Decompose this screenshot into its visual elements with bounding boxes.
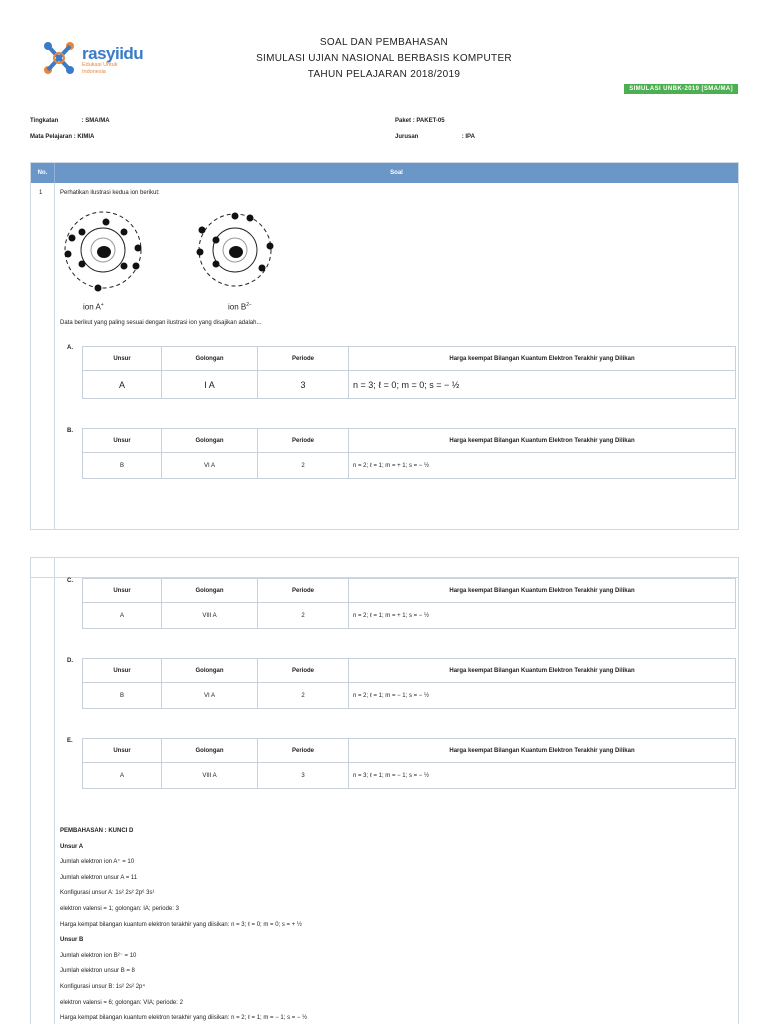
meta-jurusan bbox=[395, 134, 475, 140]
option-d-label[interactable]: D. bbox=[67, 658, 73, 664]
col-golongan: Golongan bbox=[162, 739, 258, 763]
tingkatan-label: Tingkatan bbox=[30, 118, 59, 124]
jurusan-label: Jurusan bbox=[395, 134, 419, 140]
explanation-b-line2: Jumlah elektron unsur B = 8 bbox=[60, 968, 135, 975]
header-year: TAHUN PELAJARAN 2018/2019 bbox=[307, 69, 461, 80]
meta-tingkatan bbox=[30, 118, 110, 124]
cell-golongan: VIII A bbox=[162, 763, 258, 789]
explanation-b-line3: Konfigurasi unsur B: 1s² 2s² 2p⁴ bbox=[60, 983, 145, 990]
cell-periode: 2 bbox=[258, 453, 349, 479]
cell-kuantum: n = 3; ℓ = 1; m = − 1; s = − ½ bbox=[349, 763, 736, 789]
explanation-a-line4: elektron valensi = 1; golongan: IA; periode: 3 bbox=[60, 905, 179, 912]
ion-b-charge: 2− bbox=[246, 302, 252, 308]
explanation-b-line4: elektron valensi = 6; golongan: VIA; periode: 2 bbox=[60, 999, 183, 1006]
ion-a-illustration-icon bbox=[58, 210, 148, 300]
cell-periode: 3 bbox=[258, 763, 349, 789]
explanation-b-line1: Jumlah elektron ion B²⁻ = 10 bbox=[60, 952, 137, 959]
cell-unsur: A bbox=[83, 603, 162, 629]
header-soal: Soal bbox=[390, 170, 403, 176]
explanation-a-line3: Konfigurasi unsur A: 1s² 2s² 2p⁶ 3s¹ bbox=[60, 890, 155, 897]
mapel-value: : KIMIA bbox=[73, 134, 95, 140]
ion-a-charge: + bbox=[100, 302, 104, 308]
col-kuantum: Harga keempat Bilangan Kuantum Elektron Terakhir yang Dilikan bbox=[349, 659, 736, 683]
explanation-b-line5: Harga kempat bilangan kuantum elektron terakhir yang diisikan: n = 2; ℓ = 1; m = − 1; s = − ½ bbox=[60, 1015, 308, 1022]
document-header bbox=[0, 35, 768, 83]
col-golongan: Golongan bbox=[162, 579, 258, 603]
header-no: No. bbox=[31, 163, 55, 183]
col-unsur: Unsur bbox=[83, 659, 162, 683]
cell-golongan: I A bbox=[162, 371, 258, 399]
col-golongan: Golongan bbox=[162, 659, 258, 683]
tingkatan-value: : SMA/MA bbox=[81, 118, 110, 124]
option-a-table[interactable] bbox=[82, 346, 736, 399]
col-kuantum: Harga keempat Bilangan Kuantum Elektron Terakhir yang Dilikan bbox=[349, 579, 736, 603]
col-kuantum: Harga keempat Bilangan Kuantum Elektron Terakhir yang Dilikan bbox=[349, 429, 736, 453]
column-divider-page2 bbox=[54, 557, 55, 1024]
cell-periode: 3 bbox=[258, 371, 349, 399]
meta-paket bbox=[395, 118, 445, 124]
cell-unsur: A bbox=[83, 763, 162, 789]
explanation-title: PEMBAHASAN : KUNCI D bbox=[60, 828, 134, 834]
col-unsur: Unsur bbox=[83, 429, 162, 453]
explanation-section bbox=[60, 824, 307, 1024]
cell-periode: 2 bbox=[258, 683, 349, 709]
option-e-label[interactable]: E. bbox=[67, 738, 73, 744]
cell-golongan: VIII A bbox=[162, 603, 258, 629]
col-periode: Periode bbox=[258, 579, 349, 603]
mapel-label: Mata Pelajaran bbox=[30, 134, 73, 140]
cell-periode: 2 bbox=[258, 603, 349, 629]
cell-golongan: VI A bbox=[162, 453, 258, 479]
ion-b-text: ion B bbox=[228, 302, 247, 312]
option-e-table[interactable] bbox=[82, 738, 736, 789]
cell-kuantum: n = 3; ℓ = 0; m = 0; s = − ½ bbox=[349, 371, 736, 399]
explanation-a-line5: Harga kempat bilangan kuantum elektron terakhir yang diisikan: n = 3; ℓ = 0; m = 0; s = + ½ bbox=[60, 921, 302, 928]
col-unsur: Unsur bbox=[83, 347, 162, 371]
header-subtitle: SIMULASI UJIAN NASIONAL BERBASIS KOMPUTER bbox=[256, 53, 512, 64]
col-kuantum: Harga keempat Bilangan Kuantum Elektron Terakhir yang Dilikan bbox=[349, 347, 736, 371]
logo-tagline: Edukasi Untuk Indonesia bbox=[82, 62, 118, 75]
column-divider bbox=[54, 183, 55, 529]
ion-a-label bbox=[83, 302, 104, 312]
question-number: 1 bbox=[39, 190, 43, 196]
cell-kuantum: n = 2; ℓ = 1; m = − 1; s = − ½ bbox=[349, 683, 736, 709]
col-golongan: Golongan bbox=[162, 347, 258, 371]
meta-mapel bbox=[30, 134, 94, 140]
unsur-b-title: Unsur B bbox=[60, 937, 84, 944]
col-golongan: Golongan bbox=[162, 429, 258, 453]
paket-label: Paket bbox=[395, 118, 412, 124]
cell-unsur: A bbox=[83, 371, 162, 399]
option-c-table[interactable] bbox=[82, 578, 736, 629]
option-b-table[interactable] bbox=[82, 428, 736, 479]
logo-name: rasyiidu bbox=[82, 44, 144, 63]
unsur-a-title: Unsur A bbox=[60, 843, 84, 850]
ion-b-label bbox=[228, 302, 252, 312]
cell-kuantum: n = 2; ℓ = 1; m = + 1; s = − ½ bbox=[349, 453, 736, 479]
cell-unsur: B bbox=[83, 453, 162, 479]
jurusan-value: : IPA bbox=[461, 134, 475, 140]
table-header-row bbox=[31, 163, 738, 183]
col-periode: Periode bbox=[258, 739, 349, 763]
cell-golongan: VI A bbox=[162, 683, 258, 709]
cell-unsur: B bbox=[83, 683, 162, 709]
question-intro: Perhatikan ilustrasi kedua ion berikut: bbox=[60, 190, 160, 196]
option-a-label[interactable]: A. bbox=[67, 345, 73, 351]
option-b-label[interactable]: B. bbox=[67, 428, 73, 434]
question-prompt: Data berikut yang paling sesuai dengan ilustrasi ion yang disajikan adalah... bbox=[60, 320, 262, 326]
explanation-a-line1: Jumlah elektron ion A⁺ = 10 bbox=[60, 859, 135, 866]
paket-value: : PAKET-05 bbox=[412, 118, 445, 124]
cell-kuantum: n = 2; ℓ = 1; m = + 1; s = − ½ bbox=[349, 603, 736, 629]
col-unsur: Unsur bbox=[83, 579, 162, 603]
header-title: SOAL DAN PEMBAHASAN bbox=[319, 37, 449, 48]
simulation-badge: SIMULASI UNBK-2019 [SMA/MA] bbox=[624, 84, 738, 94]
ion-b-illustration-icon bbox=[190, 210, 280, 300]
col-periode: Periode bbox=[258, 659, 349, 683]
option-d-table[interactable] bbox=[82, 658, 736, 709]
col-kuantum: Harga keempat Bilangan Kuantum Elektron Terakhir yang Dilikan bbox=[349, 739, 736, 763]
explanation-a-line2: Jumlah elektron unsur A = 11 bbox=[60, 874, 138, 881]
col-periode: Periode bbox=[258, 347, 349, 371]
col-unsur: Unsur bbox=[83, 739, 162, 763]
ion-a-text: ion A bbox=[83, 302, 101, 312]
col-periode: Periode bbox=[258, 429, 349, 453]
option-c-label[interactable]: C. bbox=[67, 578, 73, 584]
